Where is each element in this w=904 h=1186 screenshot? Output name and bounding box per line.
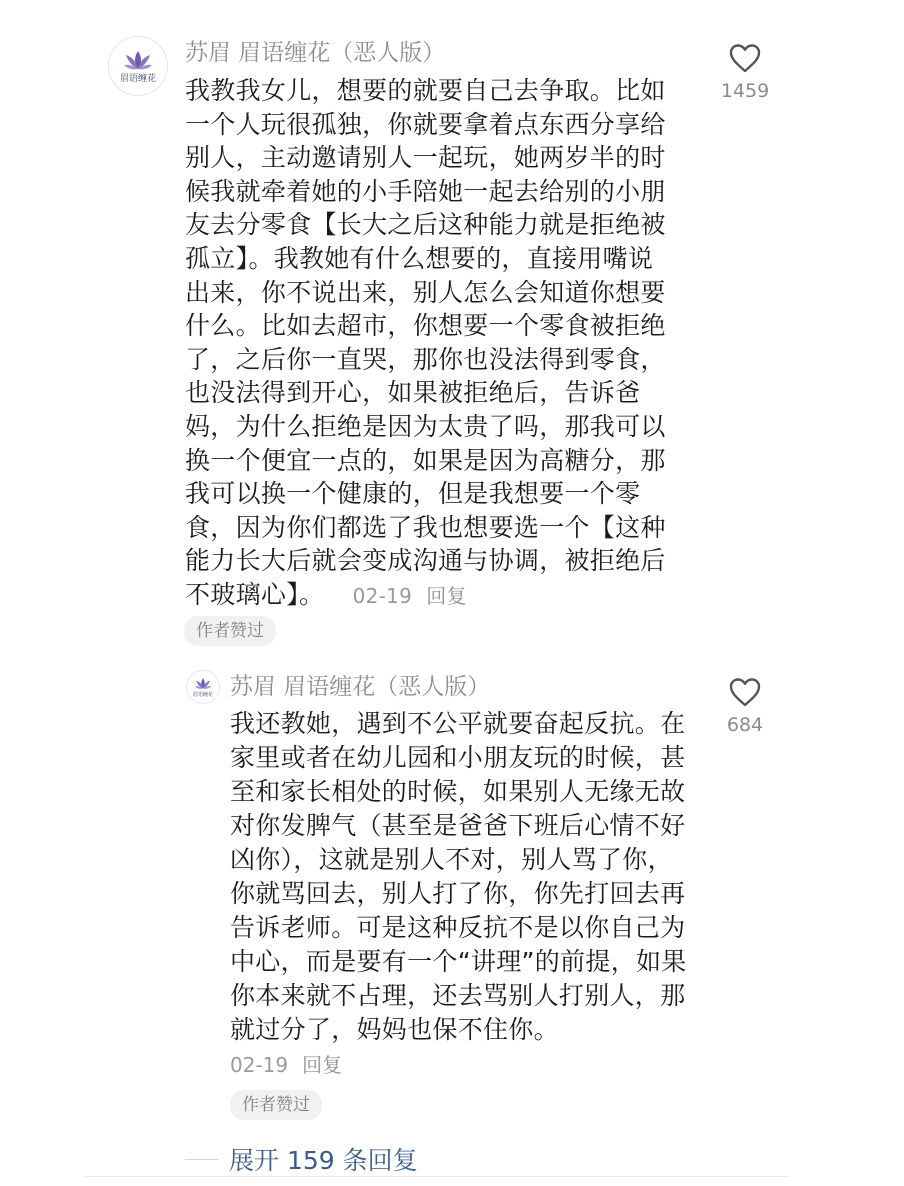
like-button[interactable] bbox=[718, 676, 772, 736]
avatar[interactable] bbox=[186, 670, 220, 704]
comment-meta bbox=[353, 584, 467, 608]
like-count: 1459 bbox=[720, 80, 770, 102]
heart-icon[interactable] bbox=[728, 676, 762, 708]
heart-icon[interactable] bbox=[728, 42, 762, 74]
comment-meta bbox=[230, 1049, 342, 1078]
expand-replies-label[interactable]: 展开 159 条回复 bbox=[229, 1146, 418, 1175]
avatar-logo-text: 眉语缠花 bbox=[192, 691, 213, 698]
author-liked-badge: 作者赞过 bbox=[184, 616, 276, 646]
bottom-divider bbox=[85, 1176, 789, 1177]
username[interactable]: 苏眉 眉语缠花（恶人版） bbox=[185, 40, 446, 66]
avatar-logo-text: 眉语缠花 bbox=[119, 73, 156, 84]
like-button[interactable] bbox=[718, 42, 772, 102]
comment-body bbox=[185, 74, 675, 614]
reply-button[interactable]: 回复 bbox=[426, 583, 467, 608]
avatar[interactable] bbox=[108, 36, 168, 96]
comment-text: 我教我女儿，想要的就要自己去争取。比如一个人玩很孤独，你就要拿着点东西分享给别人，主动邀请别人一起玩，她两岁半的时候我就牵着她的小手陪她一起去给别的小朋友去分零食【长大之后这种能力就是拒绝被孤立】。我教她有什么想要的，直接用嘴说出来，你不说出来，别人怎么会知道你想要什么。比如去超市，你想要一个零食被拒绝了，之后你一直哭，那你也没法得到零食，也没法得到开心，如果被拒绝后，告诉爸妈，为什么拒绝是因为太贵了吗，那我可以换一个便宜一点的，如果是因为高糖分，那我可以换一个健康的，但是我想要一个零食，因为你们都选了我也想要选一个【这种能力长大后就会变成沟通与协调，被拒绝后不玻璃心】。 bbox=[185, 76, 666, 609]
comment-body bbox=[230, 707, 695, 1047]
username[interactable]: 苏眉 眉语缠花（恶人版） bbox=[230, 674, 491, 700]
comment-date: 02-19 bbox=[230, 1053, 289, 1077]
like-count: 684 bbox=[726, 714, 764, 736]
reply-button[interactable]: 回复 bbox=[302, 1053, 343, 1077]
comment-date: 02-19 bbox=[352, 583, 413, 608]
lotus-logo-icon bbox=[193, 677, 213, 691]
expand-replies-button[interactable] bbox=[185, 1141, 418, 1177]
author-liked-badge: 作者赞过 bbox=[230, 1090, 322, 1120]
comment-text: 我还教她，遇到不公平就要奋起反抗。在家里或者在幼儿园和小朋友玩的时候，甚至和家长相处的时候，如果别人无缘无故对你发脾气（甚至是爸爸下班后心情不好凶你），这就是别人不对，别人骂了你，你就骂回去，别人打了你，你先打回去再告诉老师。可是这种反抗不是以你自己为中心，而是要有一个“讲理”的前提，如果你本来就不占理，还去骂别人打别人，那就过分了，妈妈也保不住你。 bbox=[230, 709, 687, 1044]
expand-divider bbox=[185, 1159, 219, 1160]
lotus-logo-icon bbox=[122, 49, 154, 73]
